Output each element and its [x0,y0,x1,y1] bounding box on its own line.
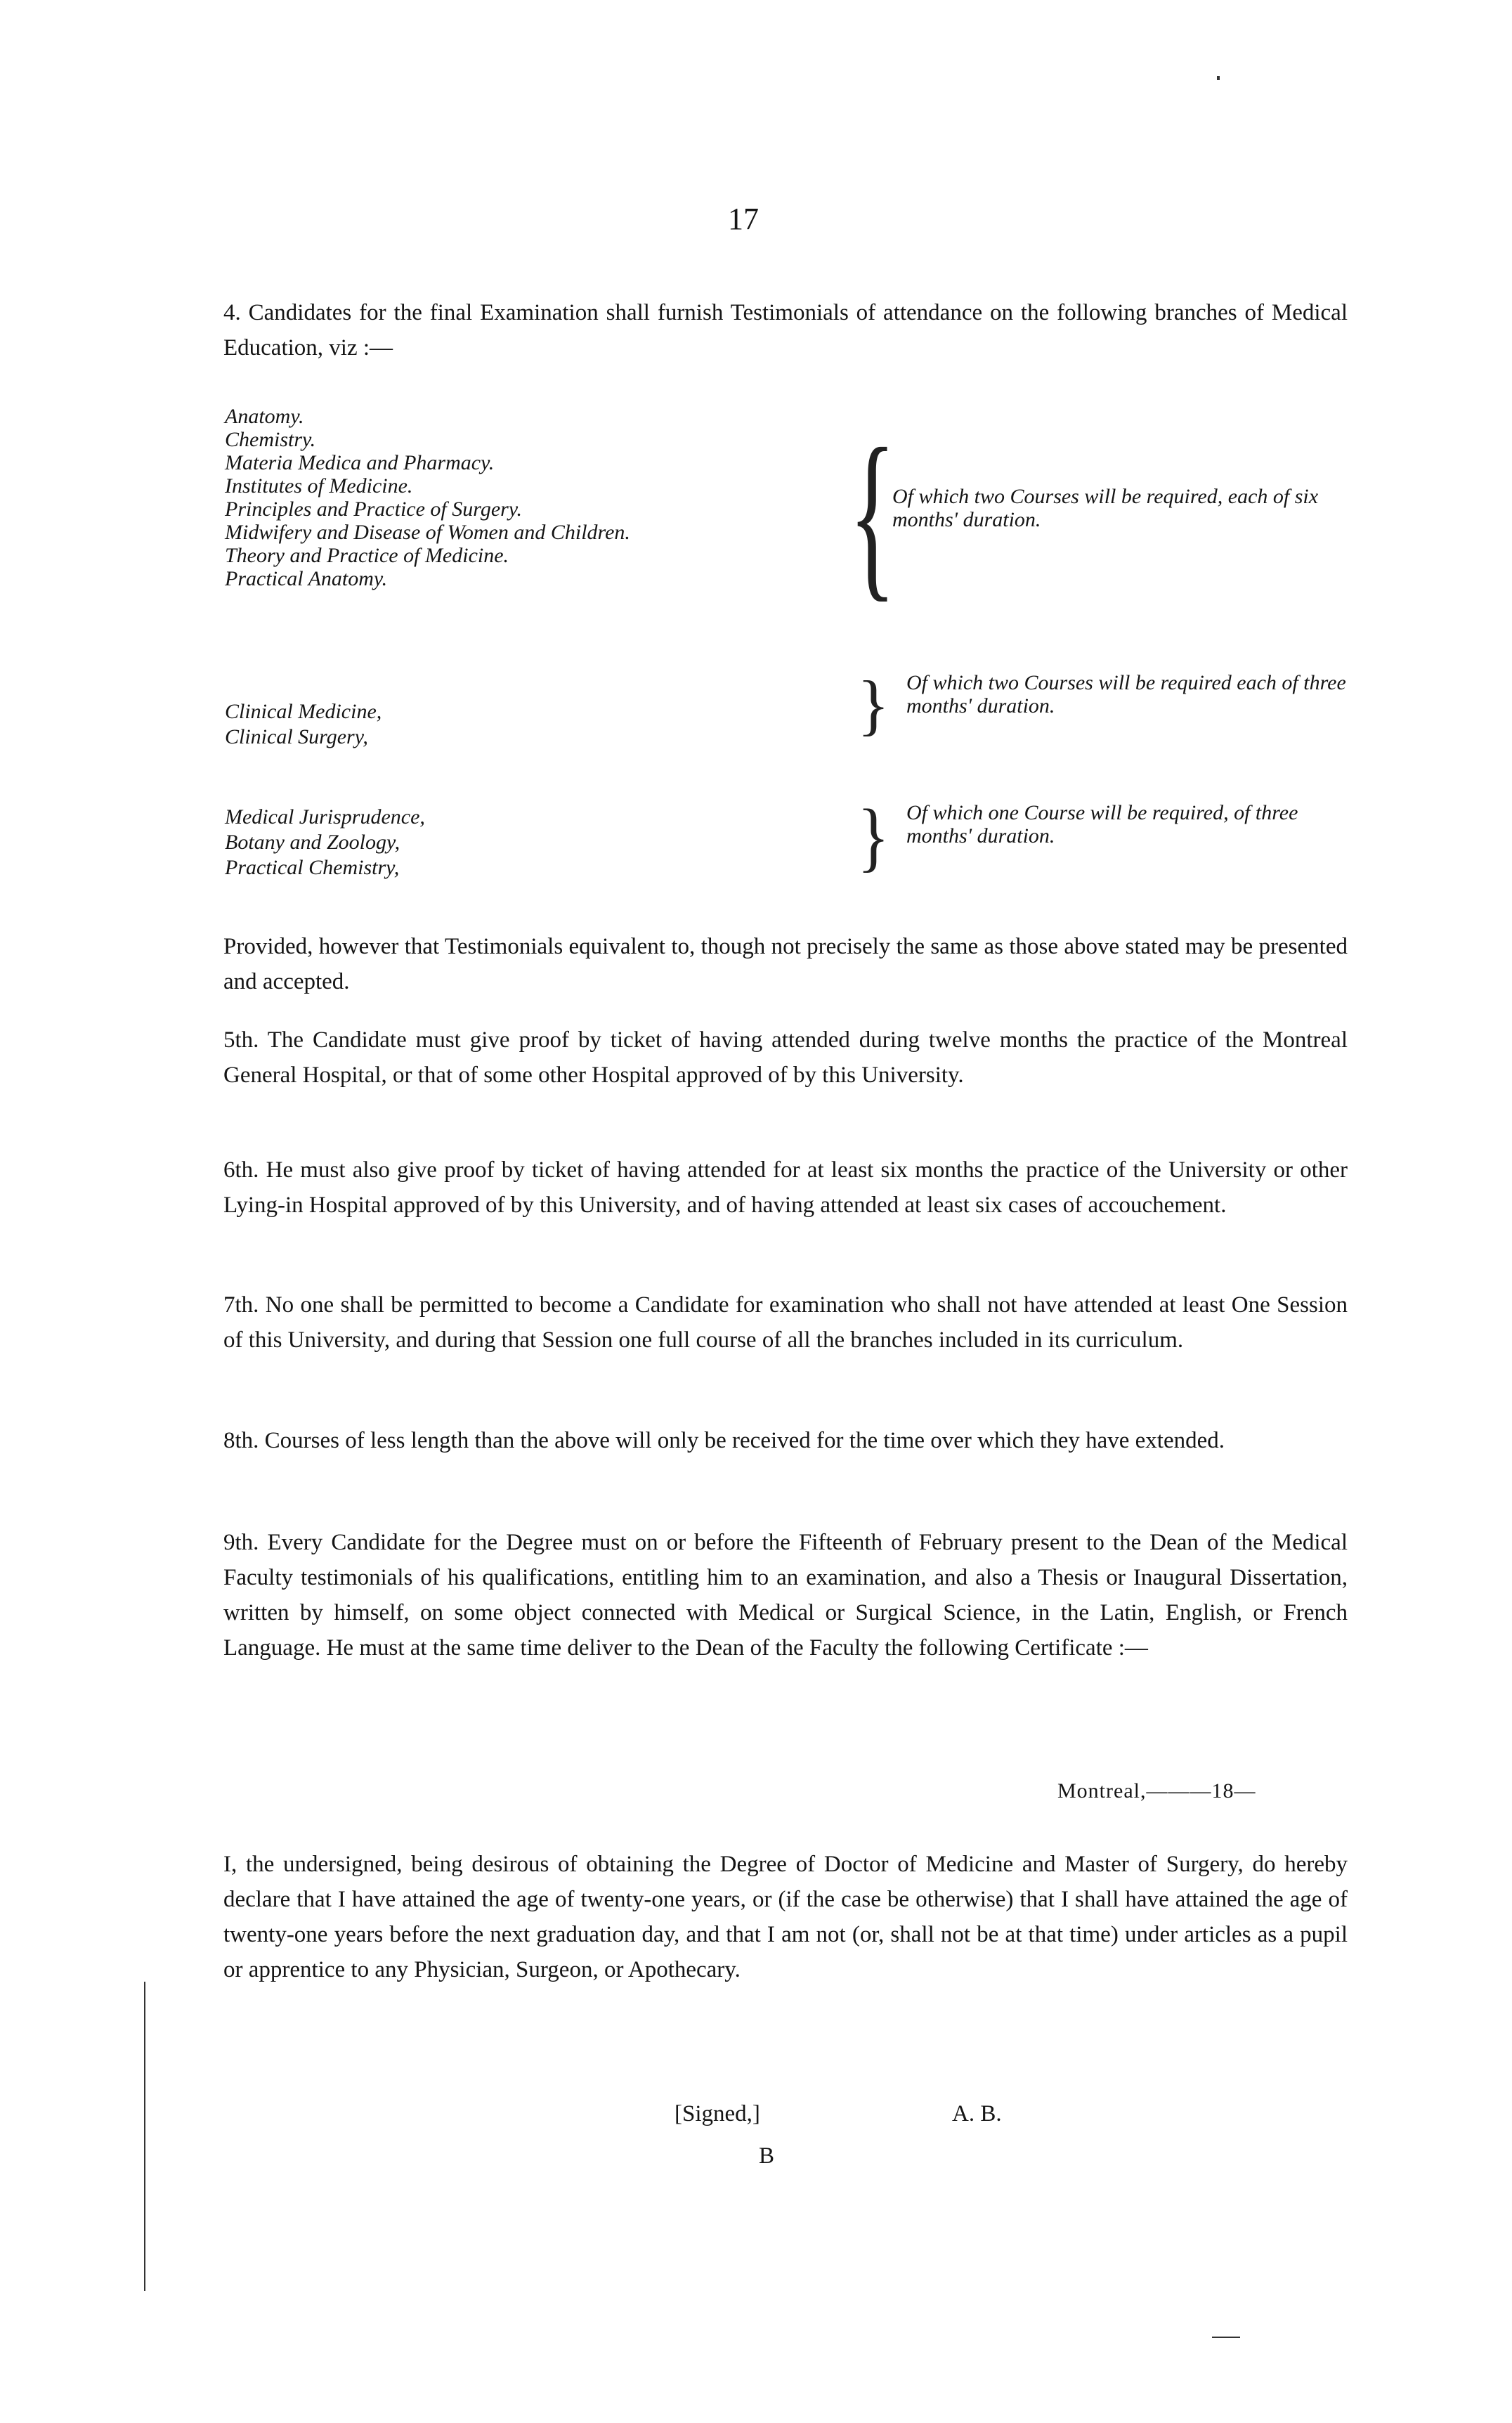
subject-jurisprudence: Medical Jurisprudence, [225,805,425,829]
subject-clinical-medicine: Clinical Medicine, [225,700,382,723]
note-group-3: Of which one Course will be required, of three months' duration. [906,801,1298,847]
paragraph-7th: 7th. No one shall be permitted to become a Candidate for examination who shall not have attended at least One Session of this University, and during that Session one full course of all the branches included in its curriculum. [223,1292,1348,1353]
subject-medicine: Theory and Practice of Medicine. [225,544,509,567]
subject-clinical-surgery: Clinical Surgery, [225,725,368,748]
scan-margin-line [144,1982,145,2291]
paragraph-9th: 9th. Every Candidate for the Degree must on or before the Fifteenth of February present to the Dean of the Medical Faculty testimonials of his qualifications, entitling him to an examination, and also a Thesis or Inaugural Dissertation, written by himself, on some object connected with Medical or Surgical Science, in the Latin, English, or French Language. He must at the same time deliver to the Dean of the Faculty the following Certificate :— [223,1530,1348,1661]
note-group-2: Of which two Courses will be required each of three months' duration. [906,671,1346,717]
certificate-dateline: Montreal,———18— [1057,1779,1256,1802]
paragraph-5th: 5th. The Candidate must give proof by ticket of having attended during twelve months the practice of the Montreal General Hospital, or that of some other Hospital approved of by this University. [223,1027,1348,1088]
declaration-paragraph: I, the undersigned, being desirous of obtaining the Degree of Doctor of Medicine and Master of Surgery, do hereby declare that I have attained the age of twenty-one years, or (if the case be otherwise) that I shall have attained the age of twenty-one years before the next graduation day, and that I am not (or, shall not be at that time) under articles as a pupil or apprentice to any Physician, Surgeon, or Apothecary. [223,1852,1348,1982]
brace-group-1: { [849,410,897,618]
subject-botany: Botany and Zoology, [225,831,400,854]
page-number: 17 [728,202,759,236]
subject-surgery: Principles and Practice of Surgery. [225,498,522,521]
brace-group-2: } [857,667,890,742]
provided-paragraph: Provided, however that Testimonials equivalent to, though not precisely the same as those above stated may be presented and accepted. [223,934,1348,994]
paragraph-6th: 6th. He must also give proof by ticket of having attended for at least six months the practice of the University or other Lying-in Hospital approved of by this University, and of having attended at least six cases of accouchement. [223,1157,1348,1218]
subject-practical-anatomy: Practical Anatomy. [225,567,388,590]
scan-dash [1212,2337,1240,2338]
subject-midwifery: Midwifery and Disease of Women and Children. [225,521,630,544]
note-group-1: Of which two Courses will be required, each of six months' duration. [892,485,1319,531]
scan-speck [1217,76,1220,80]
subject-practical-chemistry: Practical Chemistry, [225,856,400,879]
brace-group-3: } [857,793,890,880]
subject-institutes: Institutes of Medicine. [225,474,413,498]
subject-chemistry: Chemistry. [225,428,316,451]
subject-materia-medica: Materia Medica and Pharmacy. [225,451,495,474]
signed-label: [Signed,] [674,2101,760,2126]
paragraph-8th: 8th. Courses of less length than the above will only be received for the time over which they have extended. [223,1428,1225,1453]
signer-initials: A. B. [952,2101,1002,2126]
signature-mark: B [759,2143,775,2169]
intro-paragraph: 4. Candidates for the final Examination shall furnish Testimonials of attendance on the following branches of Medical Education, viz :— [223,300,1348,360]
subject-anatomy: Anatomy. [225,405,304,428]
